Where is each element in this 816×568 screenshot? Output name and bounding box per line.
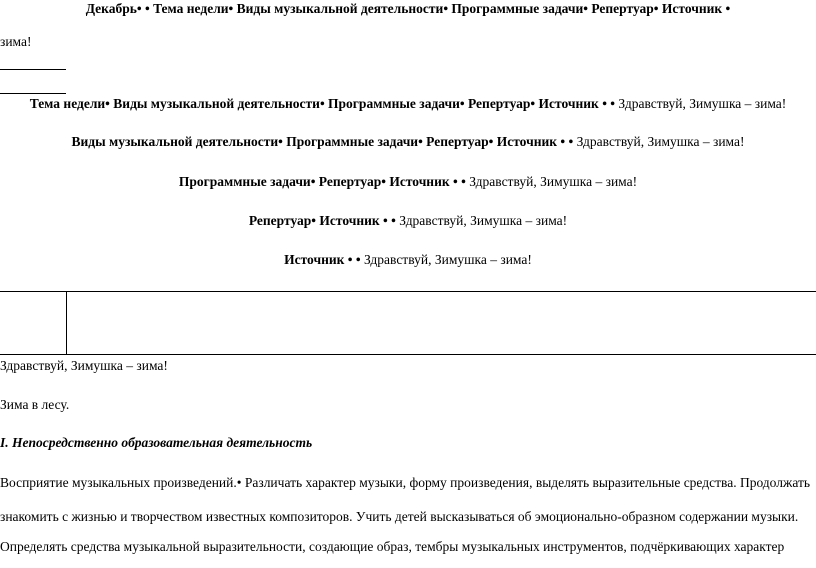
- divider-short-2: [0, 93, 66, 94]
- cascade-row-5: [0, 252, 816, 268]
- section-heading: I. Непосредственно образовательная деятельность: [0, 435, 313, 450]
- song-title: Здравствуй, Зимушка – зима!: [0, 358, 168, 373]
- cascade-row-1-bold: Тема недели• Виды музыкальной деятельности• Программные задачи• Репертуар• Источник • •: [29, 96, 616, 111]
- cascade-row-4-bold: Репертуар• Источник • •: [248, 213, 396, 228]
- cascade-row-4: [0, 213, 816, 229]
- header-bold-text: Декабрь• • Тема недели• Виды музыкальной деятельности• Программные задачи• Репертуар• Источник •: [85, 1, 731, 16]
- cascade-row-2: [0, 134, 816, 150]
- cascade-row-5-bold: Источник • •: [284, 252, 361, 267]
- cascade-row-1: [0, 96, 816, 112]
- divider-short-1: [0, 69, 66, 70]
- paragraph-line-3: Определять средства музыкальной выразительности, создающие образ, тембры музыкальных инструментов, подчёркивающих характер: [0, 539, 785, 554]
- topic-title: Зима в лесу.: [0, 397, 70, 412]
- cascade-row-3-song: Здравствуй, Зимушка – зима!: [465, 174, 638, 189]
- cascade-row-1-song: Здравствуй, Зимушка – зима!: [615, 96, 787, 111]
- empty-table-row: [0, 291, 816, 355]
- cascade-row-5-song: Здравствуй, Зимушка – зима!: [360, 252, 532, 267]
- table-column-divider: [66, 292, 67, 354]
- cascade-row-2-bold: Виды музыкальной деятельности• Программные задачи• Репертуар• Источник • •: [71, 134, 574, 149]
- cascade-row-2-song: Здравствуй, Зимушка – зима!: [573, 134, 745, 149]
- paragraph-line-2: знакомить с жизнью и творчеством известных композиторов. Учить детей высказываться об эмоционально-образном содержании музыки.: [0, 509, 799, 524]
- cascade-row-3: [0, 174, 816, 190]
- header-continuation: зима!: [0, 34, 32, 49]
- cascade-row-4-song: Здравствуй, Зимушка – зима!: [395, 213, 568, 228]
- cascade-row-3-bold: Программные задачи• Репертуар• Источник • •: [178, 174, 466, 189]
- paragraph-line-1: Восприятие музыкальных произведений.• Различать характер музыки, форму произведения, выделять выразительные средства. Продолжать: [0, 475, 811, 490]
- header-line: [0, 1, 816, 17]
